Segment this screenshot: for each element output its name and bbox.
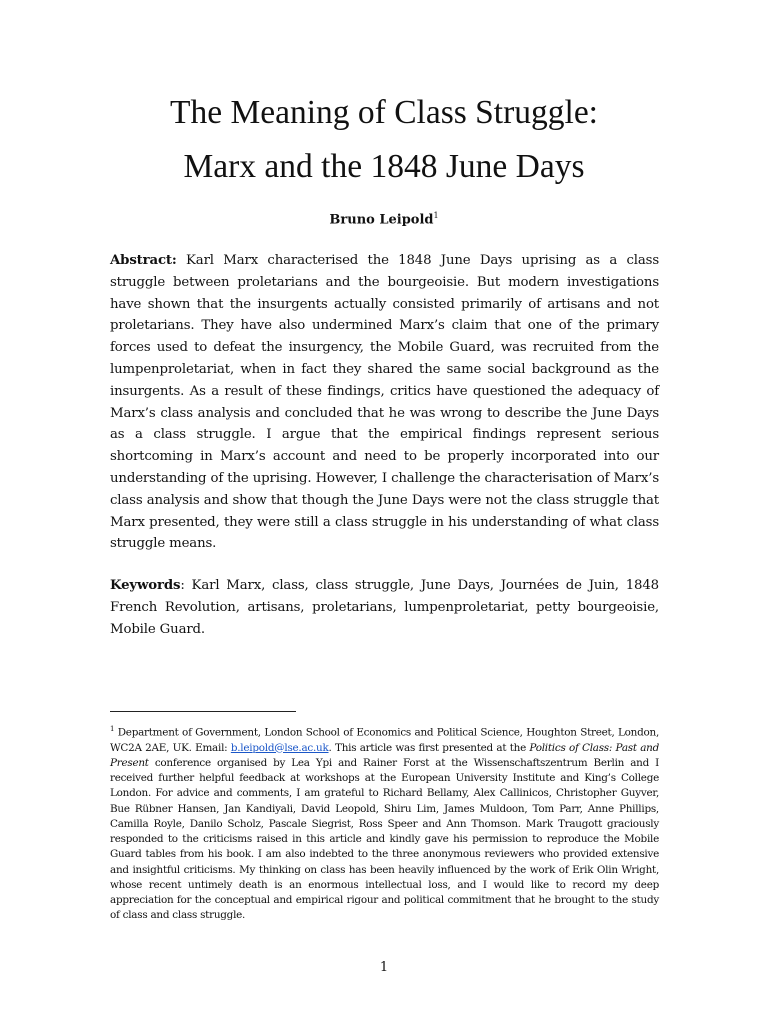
keywords-label: Keywords bbox=[110, 578, 181, 593]
keywords-paragraph bbox=[110, 575, 659, 640]
title-line-2: Marx and the 1848 June Days bbox=[183, 148, 585, 185]
keywords-text: : Karl Marx, class, class struggle, June Days, Journées de Juin, 1848 French Revolution, artisans, proletarians, lumpenproletariat, petty bourgeoisie, Mobile Guard. bbox=[110, 578, 659, 637]
footnote-text-1: Department of Government, London School of Economics and Political Science, Houghton Street, London, WC2A 2AE, UK. Email: bbox=[110, 726, 659, 754]
abstract-label: Abstract: bbox=[110, 253, 177, 268]
abstract-text: Karl Marx characterised the 1848 June Days uprising as a class struggle between proletarians and the bourgeoisie. But modern investigations have shown that the insurgents actually consisted primarily of artisans and not proletarians. They have also undermined Marx’s claim that one of the primary forces used to defeat the insurgency, the Mobile Guard, was recruited from the lumpenproletariat, when in fact they shared the same social background as the insurgents. As a result of these findings, critics have questioned the adequacy of Marx’s class analysis and concluded that he was wrong to describe the June Days as a class struggle. I argue that the empirical findings represent serious shortcoming in Marx’s account and need to be properly incorporated into our understanding of the uprising. However, I challenge the characterisation of Marx’s class analysis and show that though the June Days were not the class struggle that Marx presented, they were still a class struggle in his understanding of what class struggle means. bbox=[110, 253, 659, 552]
page-number: 1 bbox=[379, 960, 389, 975]
footnote bbox=[110, 722, 659, 924]
abstract-paragraph bbox=[110, 250, 659, 555]
paper-title bbox=[60, 86, 708, 194]
footnote-number: 1 bbox=[110, 725, 115, 733]
author-line bbox=[0, 211, 768, 227]
footnote-divider bbox=[110, 711, 296, 712]
footnote-marker[interactable]: 1 bbox=[433, 211, 439, 220]
footnote-text-2: . This article was first presented at the bbox=[328, 741, 530, 754]
conference-title: Politics of Class: Past and Present bbox=[110, 741, 660, 769]
title-line-1: The Meaning of Class Struggle: bbox=[170, 94, 598, 131]
footnote-text-3: conference organised by Lea Ypi and Rainer Forst at the Wissenschaftszentrum Berlin and I received further helpful feedback at workshops at the European University Institute and King’s College London. For advice and comments, I am grateful to Richard Bellamy, Alex Callinicos, Christopher Guyver, Bue Rübner Hansen, Jan Kandiyali, David Leopold, Shiru Lim, James Muldoon, Tom Parr, Anne Phillips, Camilla Royle, Danilo Scholz, Pascale Siegrist, Ross Speer and Ann Thomson. Mark Traugott graciously responded to the criticisms raised in this article and kindly gave his permission to reproduce the Mobile Guard tables from his book. I am also indebted to the three anonymous reviewers who provided extensive and insightful criticisms. My thinking on class has been heavily influenced by the work of Erik Olin Wright, whose recent untimely death is an enormous intellectual loss, and I would like to record my deep appreciation for the conceptual and empirical rigour and political commitment that he brought to the study of class and class struggle. bbox=[110, 756, 659, 922]
author-name: Bruno Leipold bbox=[329, 212, 434, 228]
email-link[interactable]: b.leipold@lse.ac.uk bbox=[230, 741, 329, 754]
